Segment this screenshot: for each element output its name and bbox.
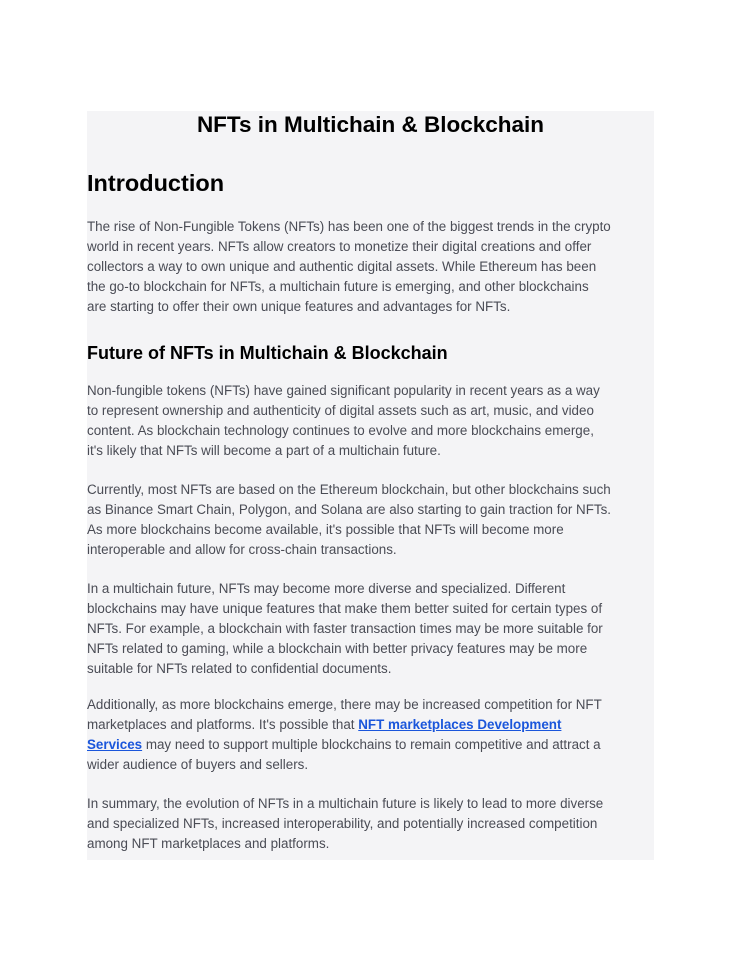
paragraph-line: NFTs related to gaming, while a blockchain with better privacy features may be more: [87, 641, 588, 656]
paragraph-line: as Binance Smart Chain, Polygon, and Solana are also starting to gain traction for NFTs.: [87, 502, 611, 517]
future-paragraph-2: [87, 480, 647, 560]
paragraph-text: may need to support multiple blockchains to remain competitive and attract a: [142, 737, 601, 752]
paragraph-line: suitable for NFTs related to confidential documents.: [87, 661, 392, 676]
future-paragraph-4: [87, 695, 647, 775]
paragraph-line: world in recent years. NFTs allow creators to monetize their digital creations and offer: [87, 239, 592, 254]
future-paragraph-5: [87, 794, 647, 854]
paragraph-text: marketplaces and platforms. It's possible that: [87, 717, 359, 732]
paragraph-line: Non-fungible tokens (NFTs) have gained significant popularity in recent years as a way: [87, 383, 600, 398]
future-paragraph-1: [87, 381, 647, 461]
paragraph-line: content. As blockchain technology continues to evolve and more blockchains emerge,: [87, 423, 594, 438]
paragraph-line: As more blockchains become available, it's possible that NFTs will become more: [87, 522, 564, 537]
introduction-heading: Introduction: [87, 170, 225, 196]
paragraph-line: to represent ownership and authenticity of digital assets such as art, music, and video: [87, 403, 594, 418]
introduction-paragraph: [87, 217, 647, 317]
paragraph-line: the go-to blockchain for NFTs, a multichain future is emerging, and other blockchains: [87, 279, 589, 294]
paragraph-line: interoperable and allow for cross-chain transactions.: [87, 542, 397, 557]
paragraph-line: among NFT marketplaces and platforms.: [87, 836, 330, 851]
future-heading: Future of NFTs in Multichain & Blockchain: [87, 343, 448, 363]
paragraph-line: blockchains may have unique features that make them better suited for certain types of: [87, 601, 603, 616]
paragraph-line: [87, 715, 647, 735]
paragraph-line: NFTs. For example, a blockchain with faster transaction times may be more suitable for: [87, 621, 603, 636]
paragraph-line: Currently, most NFTs are based on the Ethereum blockchain, but other blockchains such: [87, 482, 611, 497]
paragraph-line: Additionally, as more blockchains emerge, there may be increased competition for NFT: [87, 697, 602, 712]
future-paragraph-3: [87, 579, 647, 679]
paragraph-line: and specialized NFTs, increased interoperability, and potentially increased competition: [87, 816, 598, 831]
nft-marketplace-development-link[interactable]: NFT marketplaces Development: [358, 717, 562, 732]
paragraph-line: The rise of Non-Fungible Tokens (NFTs) has been one of the biggest trends in the crypto: [87, 219, 611, 234]
paragraph-line: it's likely that NFTs will become a part of a multichain future.: [87, 443, 441, 458]
document-title: NFTs in Multichain & Blockchain: [196, 112, 545, 137]
paragraph-line: wider audience of buyers and sellers.: [87, 757, 309, 772]
paragraph-line: [87, 735, 647, 755]
paragraph-line: In summary, the evolution of NFTs in a multichain future is likely to lead to more diverse: [87, 796, 604, 811]
paragraph-line: In a multichain future, NFTs may become more diverse and specialized. Different: [87, 581, 566, 596]
paragraph-line: collectors a way to own unique and authentic digital assets. While Ethereum has been: [87, 259, 597, 274]
nft-marketplace-development-link-continued[interactable]: Services: [87, 737, 143, 752]
paragraph-line: are starting to offer their own unique features and advantages for NFTs.: [87, 299, 511, 314]
